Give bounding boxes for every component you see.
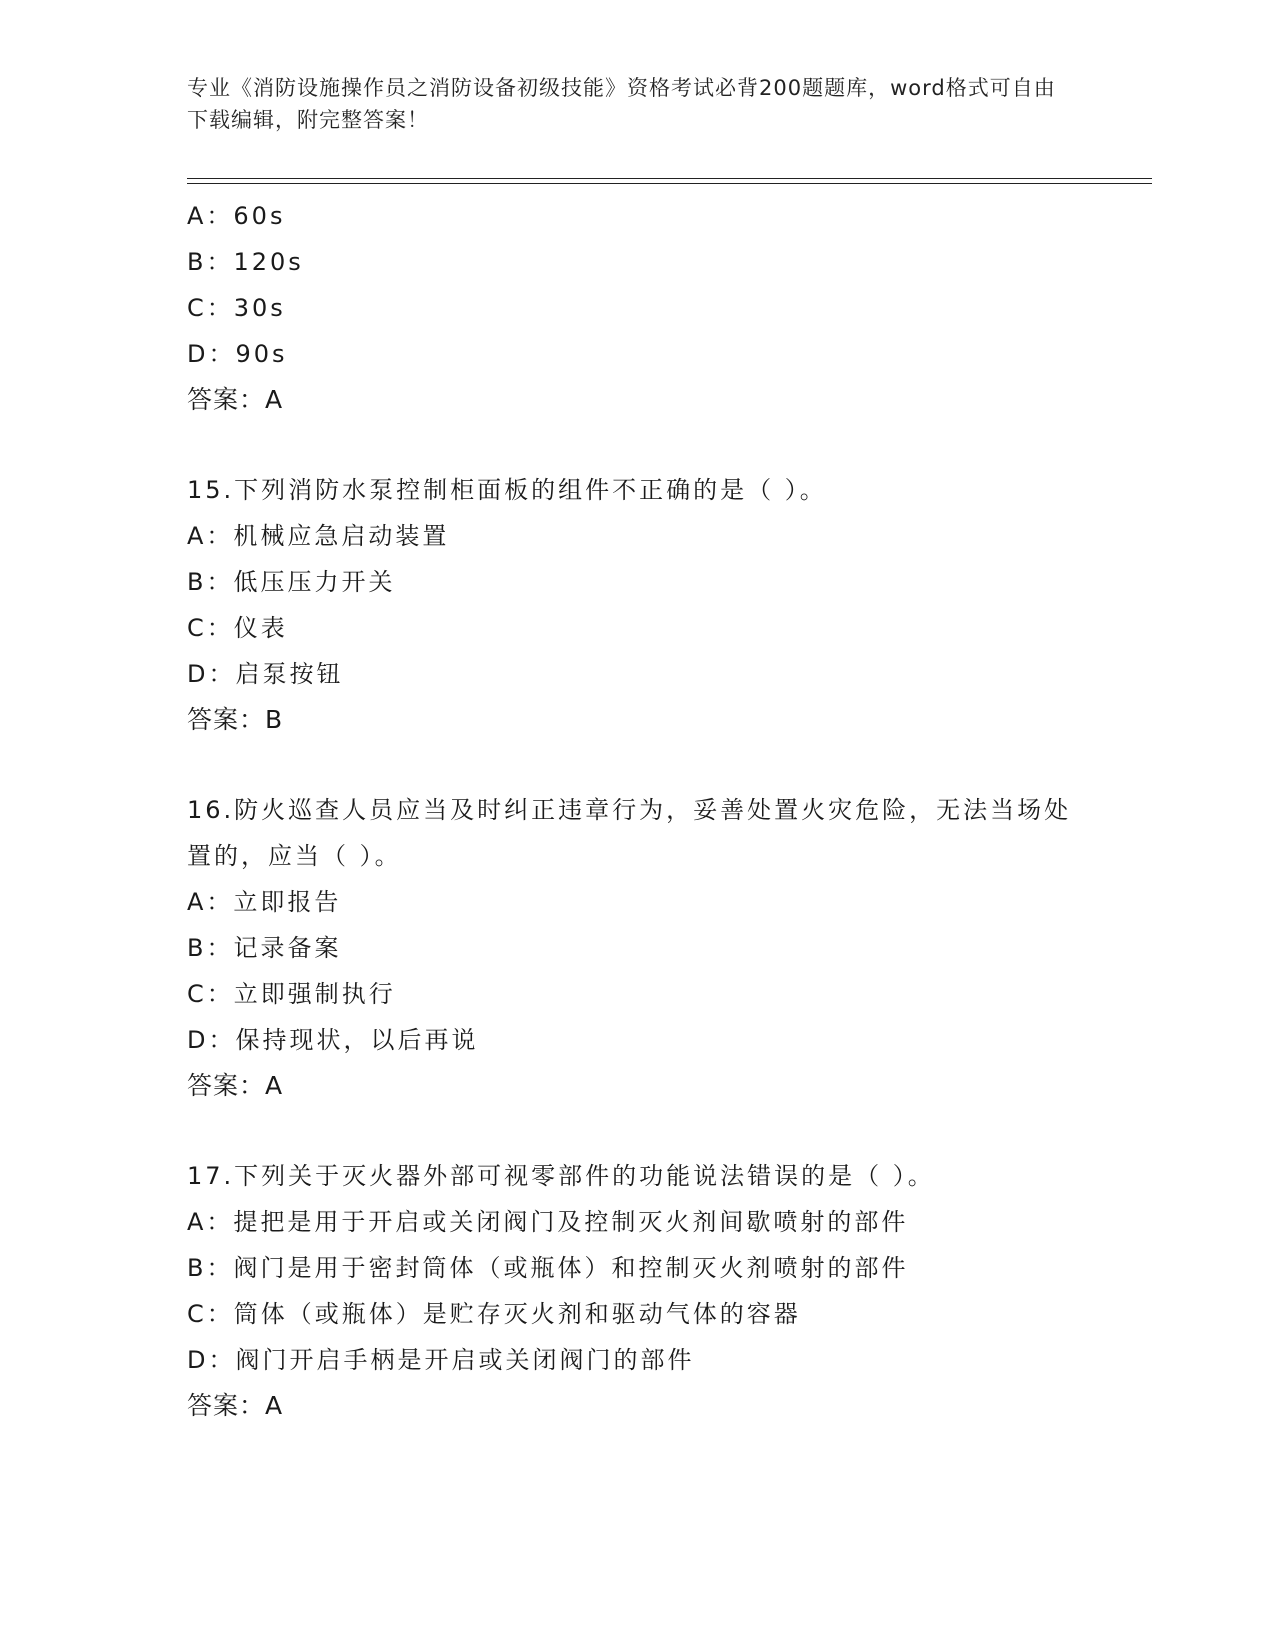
option-b: B：阀门是用于密封筒体（或瓶体）和控制灭火剂喷射的部件 [187,1254,909,1282]
option-c: C：立即强制执行 [187,980,396,1008]
question-16 [187,787,1127,1109]
option-a: A：机械应急启动装置 [187,522,450,550]
option-a: A：立即报告 [187,888,342,916]
answer-line: 答案：A [187,1391,284,1420]
option-c: C：30s [187,294,286,322]
answer-line: 答案：A [187,385,284,414]
option-b: B：记录备案 [187,934,342,962]
header-divider-top [187,178,1152,179]
option-b: B：低压压力开关 [187,568,396,596]
answer-line: 答案：B [187,705,284,734]
option-b: B：120s [187,248,304,276]
option-d: D：90s [187,340,288,368]
question-14-continued [187,193,1127,423]
option-c: C：仪表 [187,614,288,642]
question-stem: 16.防火巡查人员应当及时纠正违章行为，妥善处置火灾危险，无法当场处置的，应当（ ）。 [187,796,1072,870]
option-a: A：60s [187,202,286,230]
option-d: D：阀门开启手柄是开启或关闭阀门的部件 [187,1346,695,1374]
option-c: C：筒体（或瓶体）是贮存灭火剂和驱动气体的容器 [187,1300,801,1328]
question-list [187,193,1127,1429]
option-a: A：提把是用于开启或关闭阀门及控制灭火剂间歇喷射的部件 [187,1208,909,1236]
header-divider-bottom [187,183,1152,184]
question-stem: 17.下列关于灭火器外部可视零部件的功能说法错误的是（ ）。 [187,1162,935,1190]
question-17 [187,1153,1127,1429]
answer-line: 答案：A [187,1071,284,1100]
question-stem: 15.下列消防水泵控制柜面板的组件不正确的是（ ）。 [187,476,827,504]
question-15 [187,467,1127,743]
option-d: D：启泵按钮 [187,660,344,688]
page-header: 专业《消防设施操作员之消防设备初级技能》资格考试必背200题题库，word格式可自由下载编辑，附完整答案！ [187,76,1056,132]
option-d: D：保持现状，以后再说 [187,1026,479,1054]
